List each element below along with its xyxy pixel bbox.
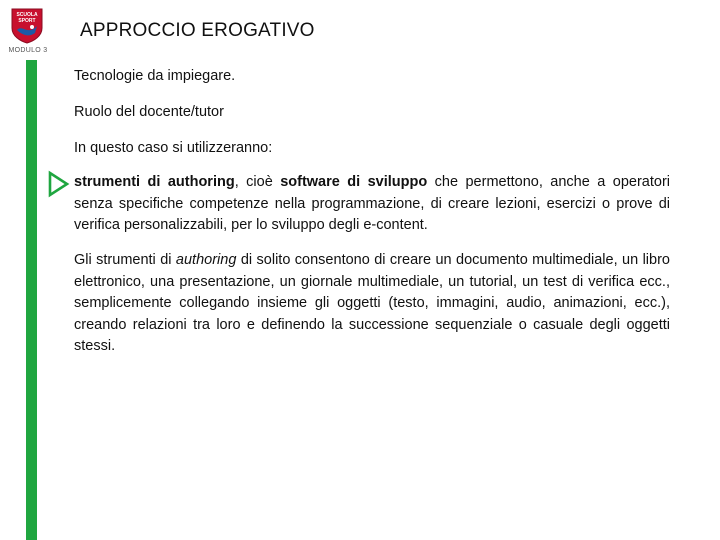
page-title: APPROCCIO EROGATIVO <box>80 20 315 41</box>
role-line: Ruolo del docente/tutor <box>74 104 224 120</box>
technologies-line: Tecnologie da impiegare. <box>74 68 236 84</box>
paragraph-text-before: Gli strumenti di <box>74 252 176 268</box>
bullet-paragraph <box>74 172 670 237</box>
paragraph-italic-authoring: authoring <box>175 252 237 268</box>
paragraph-text-after: di solito consentono di creare un documento multimediale, un libro elettronico, una presentazione, un giornale multimediale, un tutorial, un test di verifica ecc., semplicemente collegando insieme gli oggetti (testo, immagini, audio, animazioni, ecc.), creando relazioni tra loro e definendo la successione sequenziale o casuale degli oggetti stessi. <box>74 252 670 354</box>
bullet-arrow-icon <box>47 170 71 198</box>
bullet-text-2: che permettono, anche a operatori senza specifiche competenze nella programmazione, di creare lezioni, esercizi o prove di verifica personalizzabili, per lo sviluppo degli e-content. <box>74 174 670 233</box>
term-authoring-tools: strumenti di authoring <box>74 174 235 190</box>
school-sport-logo <box>8 6 46 44</box>
authoring-paragraph <box>74 250 670 358</box>
bullet-text-1: , cioè <box>234 174 281 190</box>
logo-text-line2: SPORT <box>18 18 36 24</box>
green-sidebar-bar <box>26 60 37 540</box>
module-label: MODULO 3 <box>8 47 48 54</box>
in-this-case-line: In questo caso si utilizzeranno: <box>74 140 273 156</box>
term-development-software: software di sviluppo <box>280 174 428 190</box>
logo-text-line1: SCUOLA <box>16 12 38 18</box>
